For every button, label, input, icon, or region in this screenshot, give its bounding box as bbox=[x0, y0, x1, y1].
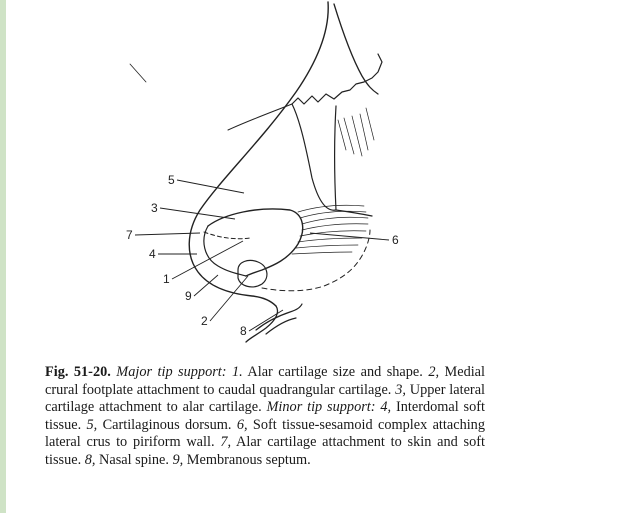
callout-label-6: 6 bbox=[392, 233, 399, 247]
callout-label-8: 8 bbox=[240, 324, 247, 338]
caption-segment: Interdomal soft tissue. bbox=[45, 399, 485, 433]
callout-label-3: 3 bbox=[151, 201, 158, 215]
nasal-bone-outline bbox=[334, 4, 378, 94]
caption-segment: 5, bbox=[86, 416, 98, 433]
caption-segment: Minor tip support: bbox=[266, 399, 376, 416]
caption-body bbox=[45, 364, 485, 468]
callout-label-4: 4 bbox=[149, 247, 156, 261]
septal-shading bbox=[338, 108, 374, 156]
caption-segment: Cartilaginous dorsum. bbox=[97, 416, 237, 433]
columella-line bbox=[246, 306, 278, 342]
callout-leader-6 bbox=[310, 233, 389, 240]
anatomy-drawing bbox=[130, 2, 382, 342]
callout-leader-1 bbox=[172, 241, 243, 279]
septum-dashed-line bbox=[262, 230, 370, 291]
callout-label-9: 9 bbox=[185, 289, 192, 303]
caption-segment: 3, bbox=[395, 381, 406, 398]
caption-segment: 7, bbox=[220, 434, 232, 451]
caption-segment: 1. bbox=[231, 364, 243, 380]
callout-label-1: 1 bbox=[163, 272, 170, 286]
bone-torn-edge bbox=[292, 54, 382, 104]
callout-leader-5 bbox=[177, 180, 244, 193]
dorsum-surface-line bbox=[228, 104, 292, 130]
caption-segment: Membranous septum. bbox=[183, 451, 311, 468]
cartilaginous-dorsum bbox=[292, 104, 336, 210]
caption-segment: 4, bbox=[380, 399, 392, 416]
callout-group bbox=[126, 173, 399, 338]
callout-label-5: 5 bbox=[168, 173, 175, 187]
callout-label-7: 7 bbox=[126, 228, 133, 242]
domal-dashed-line bbox=[204, 232, 250, 239]
piriform-aperture-line bbox=[335, 106, 373, 216]
caption-segment: 9, bbox=[172, 451, 184, 468]
caption-segment: 8, bbox=[84, 451, 96, 468]
callout-label-2: 2 bbox=[201, 314, 208, 328]
callout-leader-2 bbox=[210, 276, 248, 321]
caption-segment: Soft tissue-sesamoid complex attaching lateral crus to piriform wall. bbox=[45, 416, 485, 451]
callout-leader-3 bbox=[160, 208, 235, 219]
figure-caption bbox=[45, 364, 485, 470]
stray-mark bbox=[130, 64, 146, 82]
caption-segment: Major tip support: bbox=[116, 364, 227, 380]
sesamoid-complex-striations bbox=[292, 205, 368, 254]
caption-segment: Alar cartilage attachment to skin and soft tissue. bbox=[45, 434, 486, 468]
caption-segment: 6, bbox=[236, 416, 248, 433]
alar-cartilage bbox=[208, 209, 303, 276]
caption-segment: Nasal spine. bbox=[95, 451, 173, 468]
figure-label: Fig. 51-20. bbox=[45, 364, 111, 380]
caption-segment: Medial crural footplate attachment to caudal quadrangular cartilage. bbox=[45, 364, 486, 398]
caption-segment: Alar cartilage size and shape. bbox=[242, 364, 429, 380]
caption-segment: 2, bbox=[428, 364, 440, 380]
caption-segment: Upper lateral cartilage attachment to alar cartilage. bbox=[45, 381, 486, 416]
